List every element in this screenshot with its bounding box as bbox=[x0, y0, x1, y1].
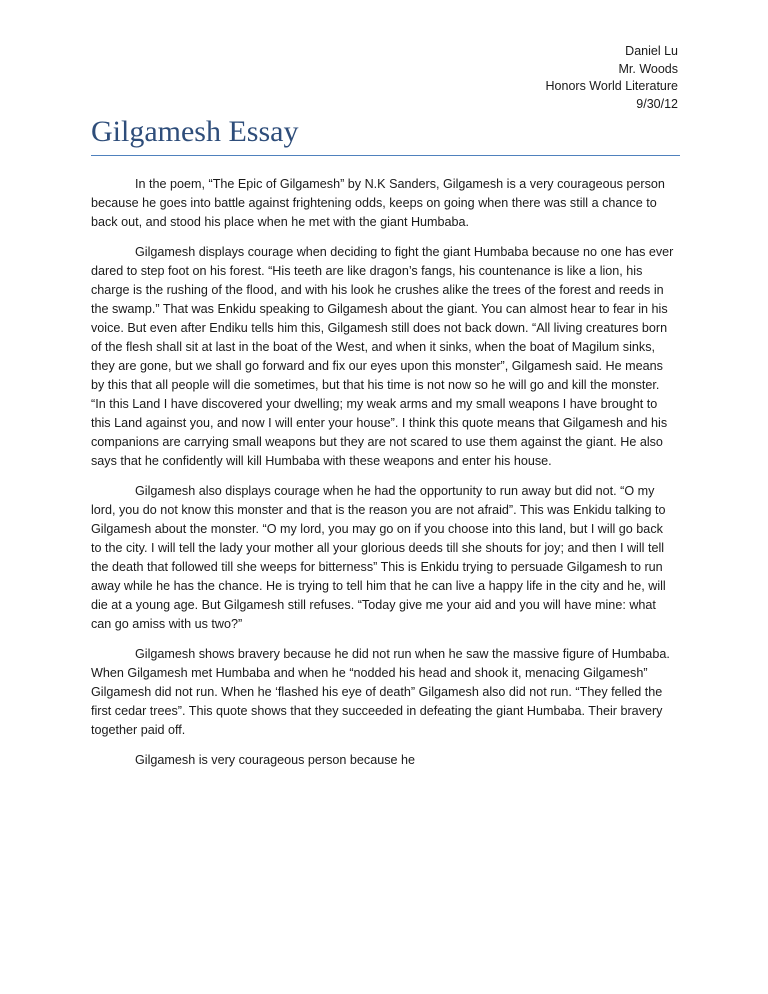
document-title: Gilgamesh Essay bbox=[91, 115, 299, 148]
paragraph-conclusion: Gilgamesh is very courageous person because he bbox=[135, 753, 416, 767]
course-name: Honors World Literature bbox=[545, 79, 678, 93]
author-name: Daniel Lu bbox=[625, 44, 678, 58]
title-underline bbox=[91, 155, 680, 156]
essay-body bbox=[91, 175, 675, 781]
paragraph-body-1: Gilgamesh displays courage when deciding to fight the giant Humbaba because no one has ever dared to step foot on his forest. “His teeth are like dragon’s fangs, his countenance is like a lion, his charge is the rushing of the flood, and with his look he crushes alike the trees of the forest and reeds in the swamp.” That was Enkidu speaking to Gilgamesh about the giant. You can almost hear to fear in his voice. But even after Endiku tells him this, Gilgamesh still does not back down. “All living creatures born of the flesh shall sit at last in the boat of the West, and when it sinks, when the boat of Magilum sinks, they are gone, but we shall go forward and fix our eyes upon this monster”, Gilgamesh said. He means by this that all people will die sometimes, but that his time is not now so he will go and kill the monster. “In this Land I have discovered your dwelling; my weak arms and my small weapons I have brought to this Land against you, and now I will enter your house”. I think this quote means that Gilgamesh and his companions are carrying small weapons but they are not scared to use them against the giant. He also says that he confidently will kill Humbaba with these weapons and enter his house. bbox=[91, 245, 674, 468]
paragraph-body-3: Gilgamesh shows bravery because he did not run when he saw the massive figure of Humbaba. When Gilgamesh met Humbaba and when he “nodded his head and shook it, menacing Gilgamesh” Gilgamesh did not run. When he ‘flashed his eye of death” Gilgamesh also did not run. “They felled the first cedar trees”. This quote shows that they succeeded in defeating the giant Humbaba. Their bravery together paid off. bbox=[91, 647, 670, 737]
essay-date: 9/30/12 bbox=[636, 96, 678, 111]
author-header bbox=[546, 43, 678, 113]
paragraph-introduction: In the poem, “The Epic of Gilgamesh” by N.K Sanders, Gilgamesh is a very courageous person because he goes into battle against frightening odds, keeps on going when there was still a chance to back out, and stood his place when he met with the giant Humbaba. bbox=[91, 177, 665, 229]
teacher-name: Mr. Woods bbox=[618, 61, 678, 76]
paragraph-body-2: Gilgamesh also displays courage when he had the opportunity to run away but did not. “O my lord, you do not know this monster and that is the reason you are not afraid”. This was Enkidu talking to Gilgamesh about the monster. “O my lord, you may go on if you choose into this land, but I will go back to the city. I will tell the lady your mother all your glorious deeds till she shouts for joy; and then I will tell the death that followed till she weeps for bitterness” This is Enkidu trying to persuade Gilgamesh to run away while he has the chance. He is trying to tell him that he can live a happy life in the city and he, will die at a young age. But Gilgamesh still refuses. “Today give me your aid and you will have mine: what can go amiss with us two?” bbox=[91, 484, 666, 631]
